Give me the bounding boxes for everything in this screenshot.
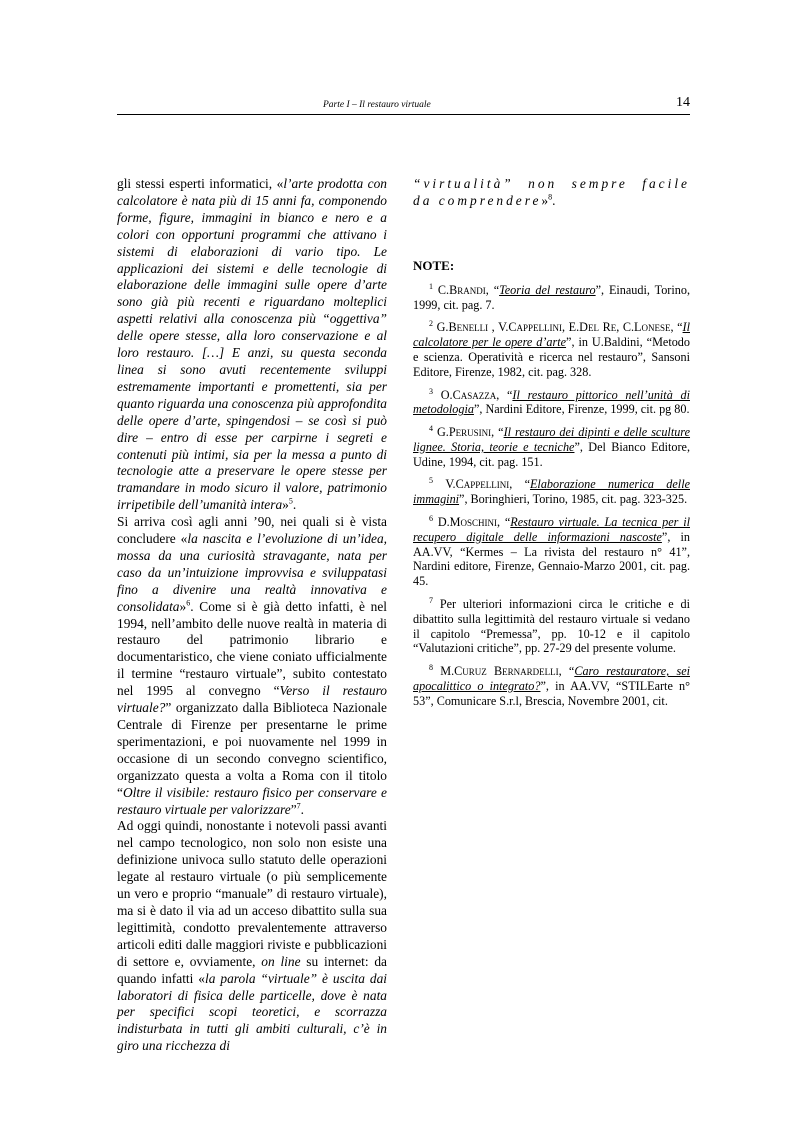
footnote (413, 425, 690, 469)
footnote-title: Restauro virtuale. La tecnica per il recupero digitale delle informazioni nascoste (413, 515, 690, 544)
footnote (413, 388, 690, 418)
footnote (413, 283, 690, 313)
footnote-number: 1 (429, 281, 433, 291)
page-header (117, 94, 690, 114)
footnote-title: Elaborazione numerica delle immagini (413, 477, 690, 507)
footnote (413, 597, 690, 656)
footnote-pre: , “ (670, 320, 683, 335)
p1-period: . (292, 497, 297, 513)
running-title: Parte I – Il restauro virtuale (323, 100, 431, 110)
p2-period: . (300, 801, 305, 817)
p3-quotation: la parola “virtuale” è uscita dai laboratori di fisica delle particelle, dove è nata per specifici scopi teoretici, e scorrazza indisturbata in tutti gli ambiti culturali, c’è in giro una ricchezza di (117, 970, 387, 1054)
cont-period: . (552, 192, 556, 208)
notes-heading: NOTE: (413, 257, 455, 273)
p2-text-d: ” organizzato dalla Biblioteca Nazionale Centrale di Firenze per presentarne le prime sperimentazioni, e poi nuovamente nel 1999 in occasione di un secondo convegno scientifico, organizzato questa a volta a Roma con il titolo “ (117, 700, 387, 800)
footnote-pre: , “ (558, 664, 575, 679)
footnote-number: 8 (429, 663, 433, 673)
p2-text-a: Si arriva così agli anni ’90, nei quali si è vista concludere « (117, 514, 387, 547)
footnote-details: Per ulteriori informazioni circa le critiche e di dibattito sulla legittimità del restauro virtuale si vedano il capitolo “Premessa”, pp. 10-12 e il capitolo “Valutazioni critiche”, pp. 27-29 del presente volume. (413, 597, 691, 656)
footnote-title: Teoria del restauro (499, 282, 596, 297)
footnote-number: 7 (429, 596, 433, 605)
footnote (413, 664, 690, 708)
footnote-ref-7: 7 (296, 801, 301, 811)
p2-text-e: ” (290, 801, 297, 817)
paragraph-2 (117, 514, 387, 818)
right-column (413, 176, 690, 717)
footnote-author: C.Brandi (437, 282, 486, 297)
p2-quote-close: » (179, 598, 187, 614)
footnote-ref-6: 6 (186, 598, 191, 608)
continuation-paragraph (413, 176, 690, 210)
footnote-pre: , “ (496, 387, 513, 402)
footnote (413, 515, 690, 589)
footnote-title: Il calcolatore per le opere d’arte (413, 320, 690, 350)
footnote-author: G.Perusini (437, 425, 492, 440)
footnote-title: Caro restauratore, sei apocalittico o integrato? (413, 664, 690, 694)
p3-online: on line (261, 953, 301, 969)
footnote-author: D.Moschini (437, 515, 498, 530)
footnote-number: 5 (429, 476, 433, 486)
footnote-ref-8: 8 (548, 192, 553, 202)
p1-quote-close: » (282, 497, 289, 513)
footnote-number: 6 (429, 514, 433, 524)
footnote-ref-5: 5 (288, 496, 293, 506)
p1-text: gli stessi esperti informatici, « (117, 176, 284, 191)
footnote-details: ”, in AA.VV, “Kermes – La rivista del restauro n° 41”, Nardini editore, Firenze, Gennaio-Marzo 2001, cit. pag. 45. (413, 529, 690, 589)
paragraph-1 (117, 176, 387, 514)
footnote-details: ”, in AA.VV, “STILEarte n° 53”, Comunicare S.r.l, Brescia, Novembre 2001, cit. (413, 679, 690, 708)
footnote (413, 320, 690, 379)
continued-quotation: “virtualità” non sempre facile da comprendere (413, 176, 690, 208)
page-number: 14 (676, 95, 690, 110)
footnote-author: O.Casazza (440, 387, 497, 402)
notes-list (413, 283, 690, 709)
paragraph-3 (117, 818, 387, 1055)
footnote-details: ”, in U.Baldini, “Metodo e scienza. Operatività e ricerca nel restauro”, Sansoni Editore, Firenze, 1982, cit. pag. 328. (413, 335, 690, 379)
convegno-title-1: Verso il restauro virtuale? (117, 683, 387, 716)
footnote-pre: , “ (509, 477, 530, 492)
footnote-author: V.Cappellini (445, 477, 510, 492)
footnote-author: M.Curuz Bernardelli (440, 664, 559, 679)
footnote-details: ”, Del Bianco Editore, Udine, 1994, cit. pag. 151. (413, 439, 690, 469)
convegno-title-2: Oltre il visibile: restauro fisico per conservare e restauro virtuale per valorizzare (117, 784, 387, 817)
left-column (117, 176, 387, 1055)
footnote-pre: , “ (497, 515, 511, 530)
footnote (413, 477, 690, 507)
footnote-number: 2 (429, 319, 433, 329)
footnote-author: G.Benelli , V.Cappellini, E.Del Re, C.Lonese (436, 320, 671, 335)
footnote-pre: , “ (491, 425, 504, 440)
footnote-details: ”, Boringhieri, Torino, 1985, cit. pag. 323-325. (459, 492, 688, 507)
footnote-title: Il restauro dei dipinti e delle sculture lignee. Storia, teorie e tecniche (413, 425, 691, 454)
footnote-details: ”, Einaudi, Torino, 1999, cit. pag. 7. (413, 282, 690, 312)
cont-quote-close: » (541, 192, 549, 208)
p2-quotation: la nascita e l’evoluzione di un’idea, mossa da una curiosità stravagante, nata per caso da un’intuizione improvvisa e sviluppatasi fino a divenire una realtà innovativa e consolidata (117, 531, 388, 614)
footnote-title: Il restauro pittorico nell’unità di metodologia (413, 387, 690, 417)
p3-text-a: Ad oggi quindi, nonostante i notevoli passi avanti nel campo tecnologico, non solo non esiste una definizione univoca sullo statuto delle operazioni legate al restauro virtuale (o più semplicemente un vero e proprio “manuale” di restauro virtuale), ma si è dato il via ad un acceso dibattito sulla sua legittimità, condotto prevalentemente attraverso articoli editi dalle maggiori riviste e pubblicazioni di settore e, ovviamente, (117, 818, 387, 969)
p2-text-c: . Come si è già detto infatti, è nel 1994, nell’ambito delle nuove realtà in materia di restauro del patrimonio librario e documentaristico, che viene coniato ufficialmente il termine “restauro virtuale”, subito contestato nel 1995 al convegno “ (117, 598, 387, 699)
footnote-details: ”, Nardini Editore, Firenze, 1999, cit. pg 80. (473, 402, 690, 417)
p3-text-b: su internet: da quando infatti « (117, 953, 387, 986)
header-divider (117, 114, 690, 115)
p1-quotation: l’arte prodotta con calcolatore è nata più di 15 anni fa, componendo forme, figure, immagini in bianco e nero e a colori con opportuni programmi che attivano i sistemi di elaborazioni di vario tipo. Le applicazioni dei sistemi e delle tecnologie di elaborazione delle immagini sulle opere d’arte sono già più recenti e riguardano molteplici aspetti relativi alla conoscenza più “oggettiva” delle opere stesse, alla loro conservazione e al loro restauro. […] E anzi, su questa seconda linea si sono avuti recentemente sviluppi estremamente importanti e promettenti, sia per quanto riguarda una conoscenza più approfondita delle opere d’arte, spingendosi – se così si può dire – entro di esse per carpirne i segreti e contenuti più intimi, sia per la messa a punto di tecnologie atte a preservare le opere stesse per tramandare in modo sicuro il valore, patrimonio irripetibile dell’umanità intera (117, 176, 387, 513)
footnote-pre: , “ (485, 282, 500, 297)
footnote-number: 3 (429, 386, 433, 396)
footnote-number: 4 (429, 424, 433, 434)
